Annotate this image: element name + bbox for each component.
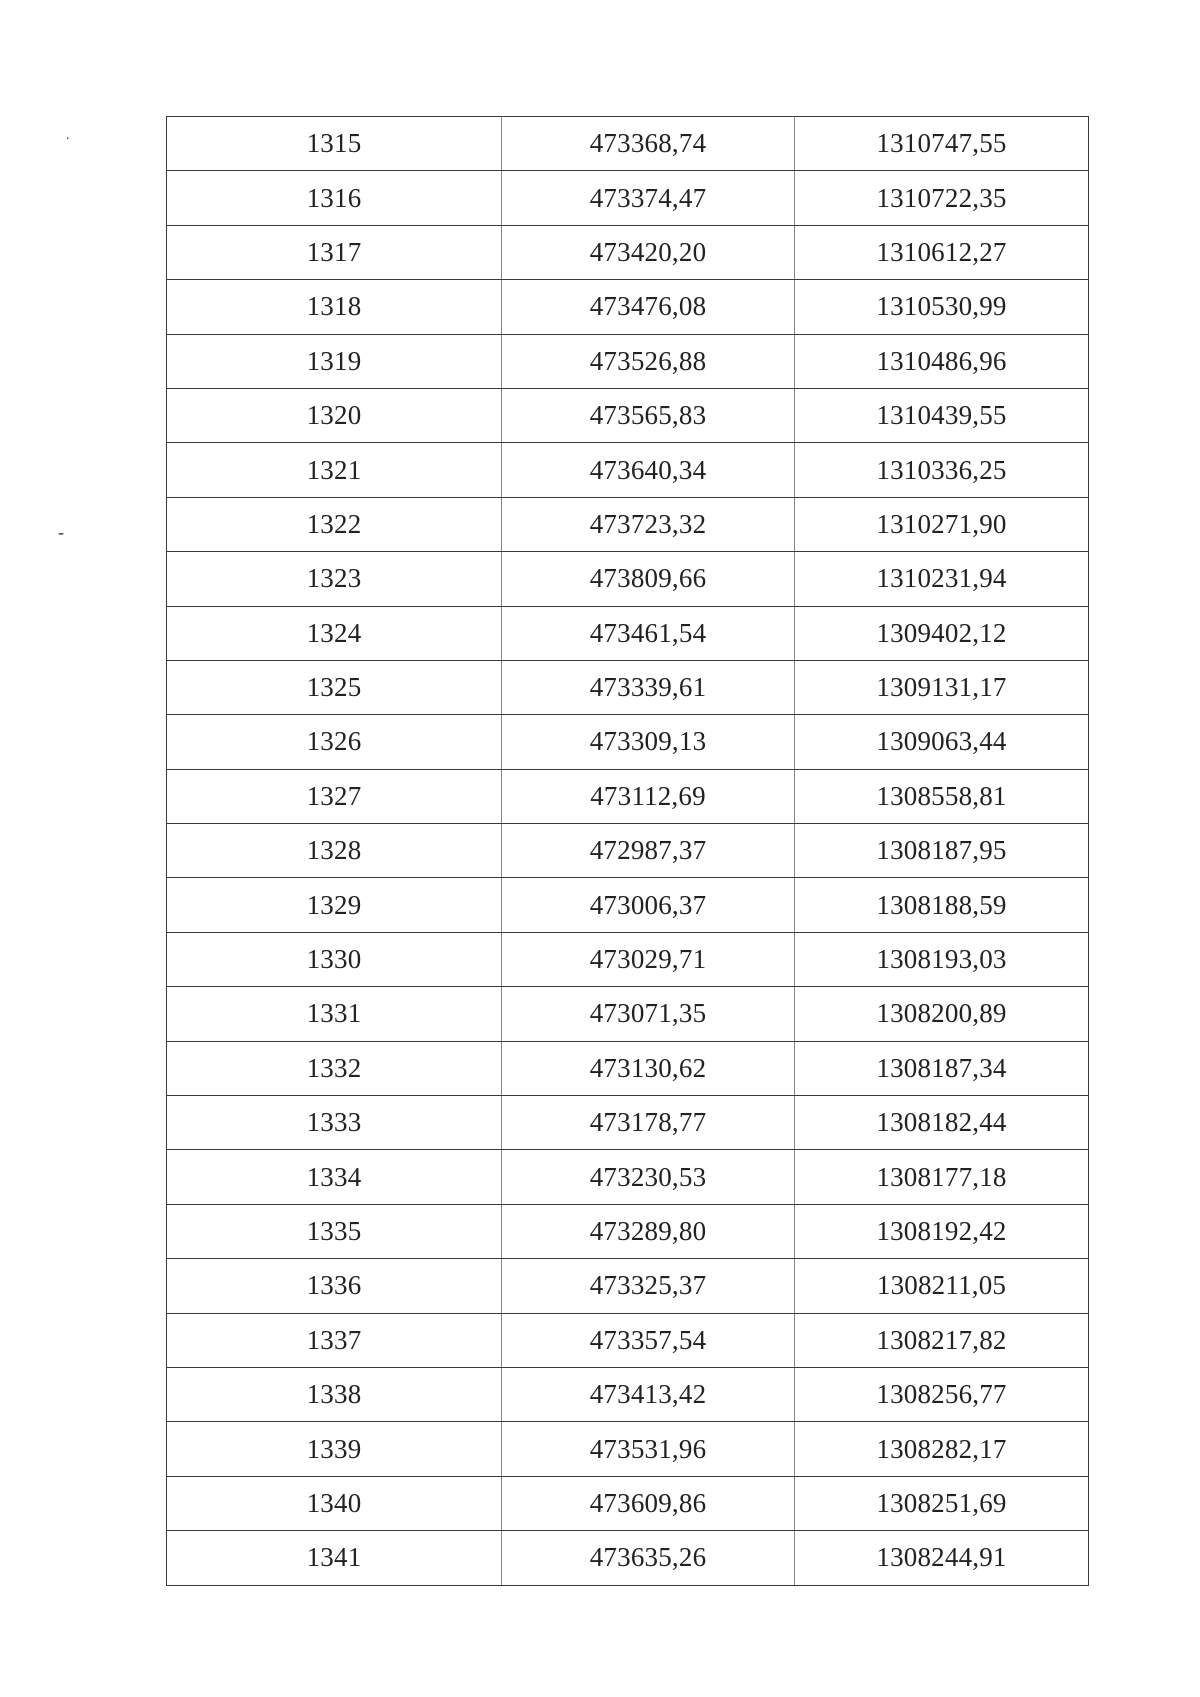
y-coordinate-cell: 1308256,77	[795, 1367, 1089, 1421]
x-coordinate-cell: 473526,88	[502, 334, 795, 388]
table-row	[167, 824, 1089, 878]
x-coordinate-cell: 473368,74	[502, 117, 795, 171]
x-coordinate-cell: 473723,32	[502, 497, 795, 551]
x-coordinate-cell: 473071,35	[502, 987, 795, 1041]
table-row	[167, 117, 1089, 171]
point-number-cell: 1333	[167, 1096, 502, 1150]
table-row	[167, 443, 1089, 497]
y-coordinate-cell: 1310612,27	[795, 225, 1089, 279]
x-coordinate-cell: 473640,34	[502, 443, 795, 497]
x-coordinate-cell: 473309,13	[502, 715, 795, 769]
point-number-cell: 1338	[167, 1367, 502, 1421]
y-coordinate-cell: 1309131,17	[795, 660, 1089, 714]
table-row	[167, 1476, 1089, 1530]
y-coordinate-cell: 1308182,44	[795, 1096, 1089, 1150]
y-coordinate-cell: 1308192,42	[795, 1204, 1089, 1258]
point-number-cell: 1329	[167, 878, 502, 932]
y-coordinate-cell: 1308251,69	[795, 1476, 1089, 1530]
x-coordinate-cell: 473029,71	[502, 932, 795, 986]
point-number-cell: 1335	[167, 1204, 502, 1258]
y-coordinate-cell: 1310231,94	[795, 552, 1089, 606]
coordinates-table-body	[167, 117, 1089, 1586]
y-coordinate-cell: 1308200,89	[795, 987, 1089, 1041]
y-coordinate-cell: 1310271,90	[795, 497, 1089, 551]
y-coordinate-cell: 1310747,55	[795, 117, 1089, 171]
coordinates-table	[166, 116, 1089, 1586]
y-coordinate-cell: 1310530,99	[795, 280, 1089, 334]
point-number-cell: 1337	[167, 1313, 502, 1367]
point-number-cell: 1321	[167, 443, 502, 497]
margin-mark: -	[58, 522, 64, 542]
y-coordinate-cell: 1310486,96	[795, 334, 1089, 388]
point-number-cell: 1322	[167, 497, 502, 551]
table-row	[167, 280, 1089, 334]
x-coordinate-cell: 473420,20	[502, 225, 795, 279]
y-coordinate-cell: 1309402,12	[795, 606, 1089, 660]
x-coordinate-cell: 473531,96	[502, 1422, 795, 1476]
table-row	[167, 769, 1089, 823]
table-row	[167, 715, 1089, 769]
x-coordinate-cell: 472987,37	[502, 824, 795, 878]
table-row	[167, 225, 1089, 279]
table-row	[167, 1259, 1089, 1313]
table-row	[167, 987, 1089, 1041]
table-row	[167, 878, 1089, 932]
x-coordinate-cell: 473325,37	[502, 1259, 795, 1313]
point-number-cell: 1330	[167, 932, 502, 986]
table-row	[167, 660, 1089, 714]
table-row	[167, 1041, 1089, 1095]
x-coordinate-cell: 473565,83	[502, 388, 795, 442]
point-number-cell: 1334	[167, 1150, 502, 1204]
table-row	[167, 1204, 1089, 1258]
y-coordinate-cell: 1310722,35	[795, 171, 1089, 225]
point-number-cell: 1326	[167, 715, 502, 769]
table-row	[167, 171, 1089, 225]
table-row	[167, 334, 1089, 388]
table-row	[167, 388, 1089, 442]
y-coordinate-cell: 1310336,25	[795, 443, 1089, 497]
y-coordinate-cell: 1308217,82	[795, 1313, 1089, 1367]
x-coordinate-cell: 473413,42	[502, 1367, 795, 1421]
point-number-cell: 1320	[167, 388, 502, 442]
y-coordinate-cell: 1308282,17	[795, 1422, 1089, 1476]
point-number-cell: 1318	[167, 280, 502, 334]
x-coordinate-cell: 473339,61	[502, 660, 795, 714]
x-coordinate-cell: 473178,77	[502, 1096, 795, 1150]
x-coordinate-cell: 473130,62	[502, 1041, 795, 1095]
table-row	[167, 1367, 1089, 1421]
point-number-cell: 1327	[167, 769, 502, 823]
table-row	[167, 606, 1089, 660]
y-coordinate-cell: 1308187,34	[795, 1041, 1089, 1095]
point-number-cell: 1324	[167, 606, 502, 660]
x-coordinate-cell: 473635,26	[502, 1531, 795, 1585]
y-coordinate-cell: 1310439,55	[795, 388, 1089, 442]
point-number-cell: 1332	[167, 1041, 502, 1095]
y-coordinate-cell: 1308244,91	[795, 1531, 1089, 1585]
table-row	[167, 497, 1089, 551]
y-coordinate-cell: 1308177,18	[795, 1150, 1089, 1204]
y-coordinate-cell: 1308188,59	[795, 878, 1089, 932]
x-coordinate-cell: 473809,66	[502, 552, 795, 606]
point-number-cell: 1339	[167, 1422, 502, 1476]
x-coordinate-cell: 473230,53	[502, 1150, 795, 1204]
point-number-cell: 1331	[167, 987, 502, 1041]
margin-mark: .	[66, 128, 70, 143]
table-row	[167, 552, 1089, 606]
x-coordinate-cell: 473476,08	[502, 280, 795, 334]
point-number-cell: 1315	[167, 117, 502, 171]
table-row	[167, 1531, 1089, 1585]
table-row	[167, 1422, 1089, 1476]
table-row	[167, 932, 1089, 986]
point-number-cell: 1325	[167, 660, 502, 714]
point-number-cell: 1341	[167, 1531, 502, 1585]
table-row	[167, 1313, 1089, 1367]
x-coordinate-cell: 473609,86	[502, 1476, 795, 1530]
x-coordinate-cell: 473006,37	[502, 878, 795, 932]
y-coordinate-cell: 1308558,81	[795, 769, 1089, 823]
point-number-cell: 1328	[167, 824, 502, 878]
point-number-cell: 1319	[167, 334, 502, 388]
y-coordinate-cell: 1308193,03	[795, 932, 1089, 986]
y-coordinate-cell: 1308211,05	[795, 1259, 1089, 1313]
point-number-cell: 1336	[167, 1259, 502, 1313]
x-coordinate-cell: 473289,80	[502, 1204, 795, 1258]
point-number-cell: 1340	[167, 1476, 502, 1530]
x-coordinate-cell: 473374,47	[502, 171, 795, 225]
y-coordinate-cell: 1309063,44	[795, 715, 1089, 769]
table-row	[167, 1096, 1089, 1150]
x-coordinate-cell: 473461,54	[502, 606, 795, 660]
y-coordinate-cell: 1308187,95	[795, 824, 1089, 878]
point-number-cell: 1317	[167, 225, 502, 279]
x-coordinate-cell: 473112,69	[502, 769, 795, 823]
table-row	[167, 1150, 1089, 1204]
x-coordinate-cell: 473357,54	[502, 1313, 795, 1367]
point-number-cell: 1323	[167, 552, 502, 606]
point-number-cell: 1316	[167, 171, 502, 225]
